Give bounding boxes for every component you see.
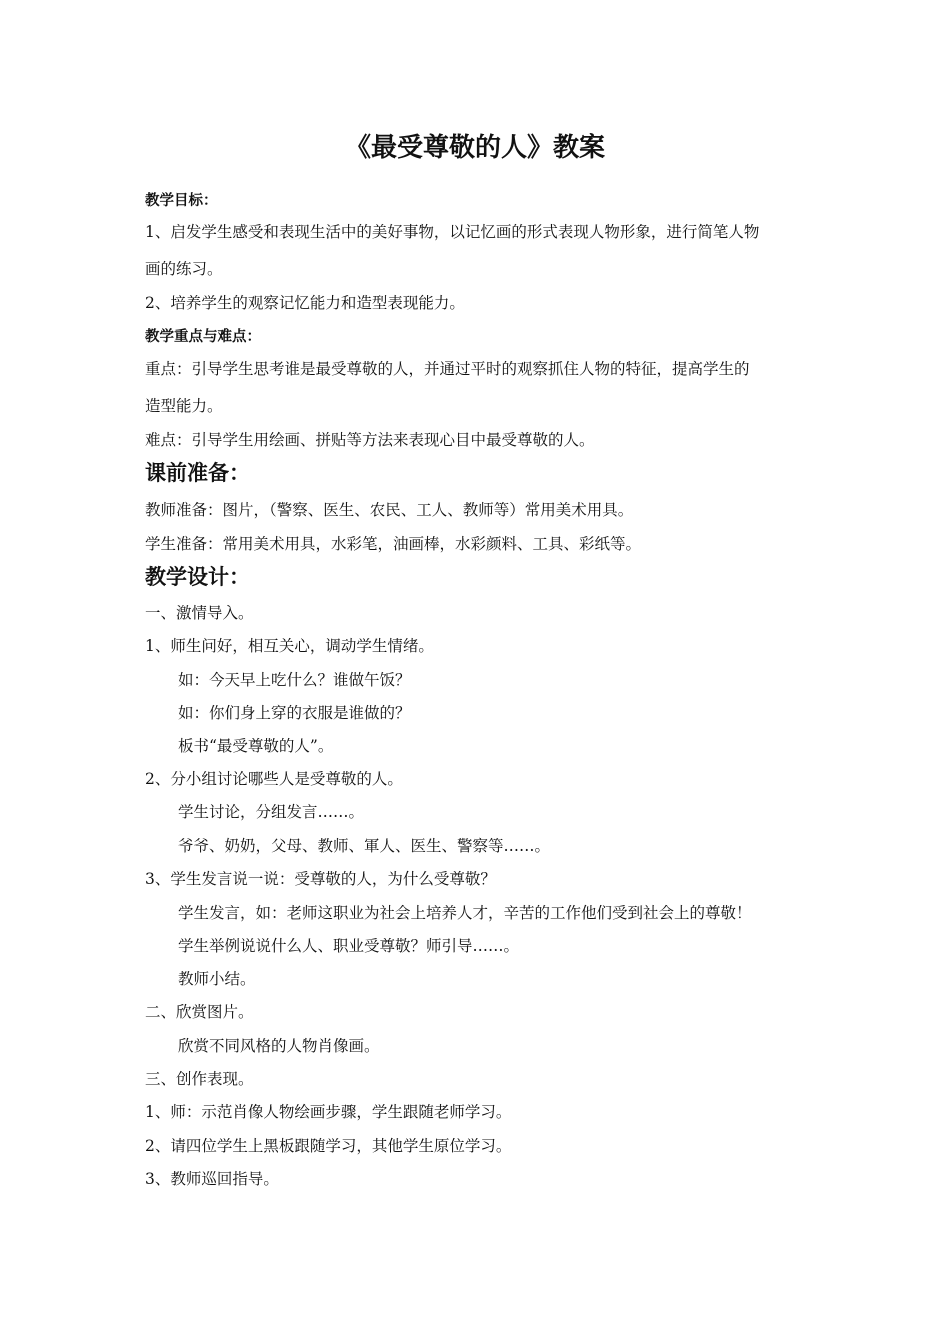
step-1-1: 1、师生问好，相互关心，调动学生情绪。 — [145, 637, 434, 655]
goal-1-line-1: 1、启发学生感受和表现生活中的美好事物，以记忆画的形式表现人物形象，进行简笔人物 — [145, 223, 760, 241]
design-heading: 教学设计： — [145, 565, 250, 589]
section-2-activity: 欣赏不同风格的人物肖像画。 — [178, 1037, 380, 1055]
key-points-heading: 教学重点与难点： — [145, 329, 261, 345]
goal-1-line-2: 画的练习。 — [145, 260, 223, 278]
student-preparation: 学生准备：常用美术用具，水彩笔，油画棒，水彩颜料、工具、彩纸等。 — [145, 535, 642, 553]
step-3-2: 2、请四位学生上黑板跟随学习，其他学生原位学习。 — [145, 1137, 512, 1155]
goal-2: 2、培养学生的观察记忆能力和造型表现能力。 — [145, 294, 465, 312]
step-1-3-example: 学生发言，如：老师这职业为社会上培养人才，辛苦的工作他们受到社会上的尊敬！ — [178, 904, 752, 922]
step-1-2: 2、分小组讨论哪些人是受尊敬的人。 — [145, 770, 403, 788]
section-3-heading: 三、创作表现。 — [145, 1070, 254, 1088]
goals-heading: 教学目标： — [145, 193, 218, 209]
step-1-1-blackboard: 板书“最受尊敬的人”。 — [178, 737, 334, 755]
section-2-heading: 二、欣赏图片。 — [145, 1003, 254, 1021]
preparation-heading: 课前准备： — [145, 461, 250, 485]
document-title: 《最受尊敬的人》教案 — [344, 133, 605, 163]
step-1-2-answers: 爷爷、奶奶，父母、教师、軍人、医生、警察等……。 — [178, 837, 551, 855]
step-3-1: 1、师：示范肖像人物绘画步骤，学生跟随老师学习。 — [145, 1103, 512, 1121]
step-1-3-discussion: 学生举例说说什么人、职业受尊敬？师引导……。 — [178, 937, 520, 955]
step-1-1-example-a: 如：今天早上吃什么？谁做午饭？ — [178, 671, 411, 689]
step-3-3: 3、教师巡回指导。 — [145, 1170, 279, 1188]
step-1-3: 3、学生发言说一说：受尊敬的人，为什么受尊敬？ — [145, 870, 496, 888]
step-1-3-summary: 教师小结。 — [178, 970, 256, 988]
step-1-1-example-b: 如：你们身上穿的衣服是谁做的？ — [178, 704, 411, 722]
difficulty-point: 难点：引导学生用绘画、拼贴等方法来表现心目中最受尊敬的人。 — [145, 431, 595, 449]
key-point-line-2: 造型能力。 — [145, 397, 223, 415]
teacher-preparation: 教师准备：图片，（警察、医生、农民、工人、教师等）常用美术用具。 — [145, 501, 634, 519]
step-1-2-discussion: 学生讨论，分组发言……。 — [178, 803, 365, 821]
section-1-heading: 一、激情导入。 — [145, 604, 254, 622]
key-point-line-1: 重点：引导学生思考谁是最受尊敬的人，并通过平时的观察抓住人物的特征，提高学生的 — [145, 360, 750, 378]
